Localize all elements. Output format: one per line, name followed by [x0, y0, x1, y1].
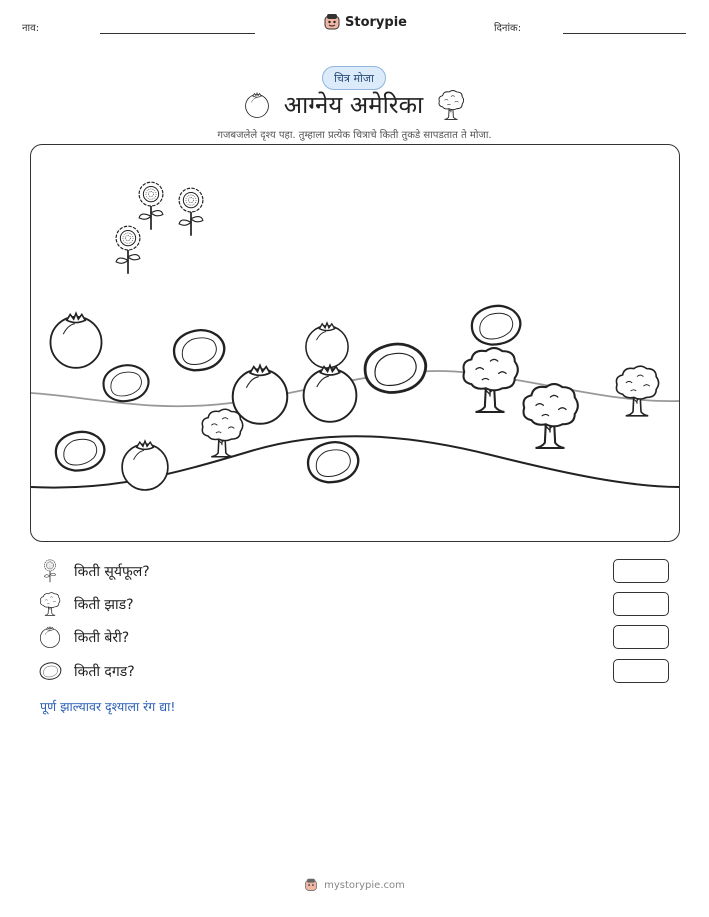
storypie-mascot-icon: [304, 878, 318, 892]
stone: [174, 330, 224, 370]
footer: [0, 878, 709, 892]
answer-box-stones[interactable]: [613, 659, 669, 683]
brand-logo: [323, 13, 407, 31]
berry: [122, 441, 168, 490]
sunflower: [139, 182, 163, 230]
question-row-stones: [38, 658, 135, 684]
page-title: आग्नेय अमेरिका: [283, 91, 424, 119]
stone: [365, 344, 426, 392]
stone: [56, 432, 105, 471]
tree-icon: [39, 592, 61, 616]
stone: [472, 306, 521, 345]
answer-box-berries[interactable]: [613, 625, 669, 649]
question-text: किती सूर्यफूल?: [74, 563, 150, 580]
title-row: [0, 88, 709, 121]
sunflower: [116, 226, 140, 274]
sunflower-icon: [41, 559, 59, 583]
activity-badge: चित्र मोजा: [322, 66, 386, 90]
berry: [233, 365, 288, 423]
berry-icon: [39, 626, 61, 648]
tree: [464, 348, 518, 412]
question-row-trees: [38, 591, 134, 617]
name-label: नाव:: [22, 23, 40, 34]
question-text: किती झाड?: [74, 596, 134, 613]
question-text: किती दगड?: [74, 663, 135, 680]
stone: [308, 442, 358, 482]
question-row-sunflowers: [38, 558, 150, 584]
tree: [616, 366, 658, 416]
instruction-text: गजबजलेले दृश्य पहा. तुम्हाला प्रत्येक चित्राचे किती तुकडे सापडतात ते मोजा.: [217, 130, 492, 141]
berry: [304, 365, 357, 421]
scene-illustration: [31, 145, 680, 542]
answer-box-sunflowers[interactable]: [613, 559, 669, 583]
question-row-berries: [38, 624, 129, 650]
brand-name: Storypie: [345, 14, 407, 30]
footer-url: mystorypie.com: [324, 879, 405, 891]
coloring-note: पूर्ण झाल्यावर दृश्याला रंग द्या!: [40, 699, 176, 714]
berry-icon: [244, 92, 270, 118]
tree: [524, 384, 578, 448]
berry: [50, 313, 101, 368]
answer-box-trees[interactable]: [613, 592, 669, 616]
date-label: दिनांक:: [494, 23, 522, 34]
tree-icon: [437, 90, 465, 120]
question-text: किती बेरी?: [74, 629, 130, 646]
sunflower: [179, 188, 203, 236]
name-field[interactable]: [100, 33, 255, 34]
counting-scene: [30, 144, 680, 542]
stone-icon: [38, 661, 62, 681]
tree: [202, 409, 242, 457]
berry: [306, 323, 348, 368]
storypie-mascot-icon: [323, 13, 341, 31]
stone: [104, 365, 149, 401]
date-field[interactable]: [563, 33, 686, 34]
